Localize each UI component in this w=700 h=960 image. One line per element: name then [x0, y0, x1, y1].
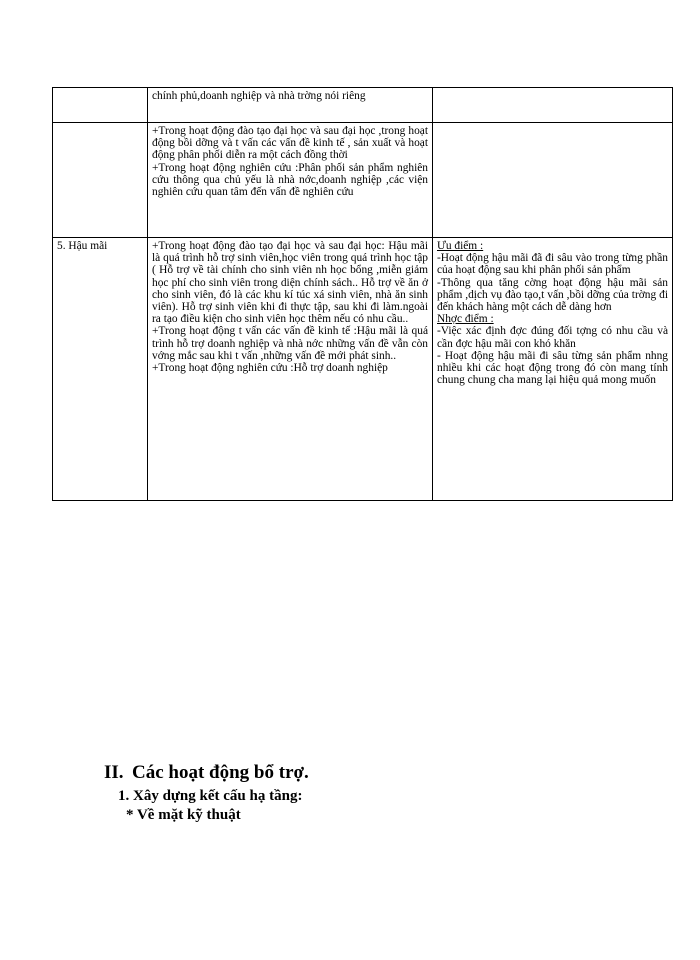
cell-paragraph: +Trong hoạt động t vấn các vấn đề kinh tế :Hậu mãi là quá trình hỗ trợ doanh nghiệp và nhà nớc những vấn đề vẫn còn vớng mắc sau khi t vấn ,những vấn đề mới phát sinh..	[152, 325, 428, 362]
disadvantages-heading: Nhợc điểm :	[437, 313, 494, 326]
table-cell	[433, 238, 673, 501]
cell-paragraph: +Trong hoạt động nghiên cứu :Phân phối sản phẩm nghiên cứu thông qua chủ yếu là nhà nớc,doanh nghiệp ,các viện nghiên cứu quan tâm đến vấn đề nghiên cứu	[152, 161, 428, 199]
advantage-item: -Thông qua tăng cờng hoạt động hậu mãi sản phẩm ,dịch vụ đào tạo,t vấn ,bồi dỡng của trờng đi đến khách hàng một cách dễ dàng hơn	[437, 276, 668, 314]
row-label: 5. Hậu mãi	[53, 238, 148, 501]
cell-content	[152, 125, 428, 233]
subsection-heading: 1. Xây dựng kết cấu hạ tầng:	[118, 788, 303, 804]
cell-paragraph: +Trong hoạt động nghiên cứu :Hỗ trợ doanh nghiệp	[152, 362, 388, 375]
table-cell: chính phủ,doanh nghiệp và nhà trờng nói riêng	[148, 88, 433, 123]
table-row	[53, 123, 673, 238]
table-cell	[53, 88, 148, 123]
table-cell	[433, 123, 673, 238]
advantages-heading: Ưu điểm :	[437, 240, 484, 252]
table-row	[53, 238, 673, 501]
section-numeral: II.	[104, 762, 124, 783]
disadvantage-item: -Việc xác định đợc đúng đối tợng có nhu cầu và cần đợc hậu mãi con khó khăn	[437, 325, 668, 350]
disadvantage-item: - Hoạt động hậu mãi đi sâu từng sản phẩm nhng nhiều khi các hoạt động trong đó còn mang tính chung chung cha mang lại hiệu quả mong muốn	[437, 349, 668, 387]
table-cell	[148, 123, 433, 238]
advantage-item: -Hoạt động hậu mãi đã đi sâu vào trong từng phần của hoạt động sau khi phân phối sản phẩm	[437, 252, 668, 277]
cell-paragraph: +Trong hoạt động đào tạo đại học và sau đại học ,trong hoạt động bồi dỡng và t vấn các vấn đề kinh tế , sản xuất và hoạt động phân phối diễn ra một cách đồng thời	[152, 125, 428, 162]
table-row	[53, 88, 673, 123]
section-heading	[104, 762, 309, 784]
table-cell	[148, 238, 433, 501]
activity-table	[52, 87, 673, 501]
cell-paragraph: +Trong hoạt động đào tạo đại học và sau đại học: Hậu mãi là quá trình hỗ trợ sinh viên,học viên trong quá trình học tập ( Hỗ trợ về tài chính cho sinh viên nh học bổng ,miễn giảm học phí cho sinh viên trong diện chính sách.. Hỗ trợ về ăn ở cho sinh viên, đó là các khu kí túc xá sinh viên, nhà ăn sinh viên). Hỗ trợ sinh viên khi đi thực tập, sau khi đi làm.ngoài ra tạo điều kiện cho sinh viên học thêm nếu có nhu cầu..	[152, 240, 428, 326]
table-cell	[433, 88, 673, 123]
table-cell	[53, 123, 148, 238]
subsubsection-heading: * Về mặt kỹ thuật	[126, 807, 241, 823]
section-title: Các hoạt động bổ trợ.	[132, 762, 309, 783]
